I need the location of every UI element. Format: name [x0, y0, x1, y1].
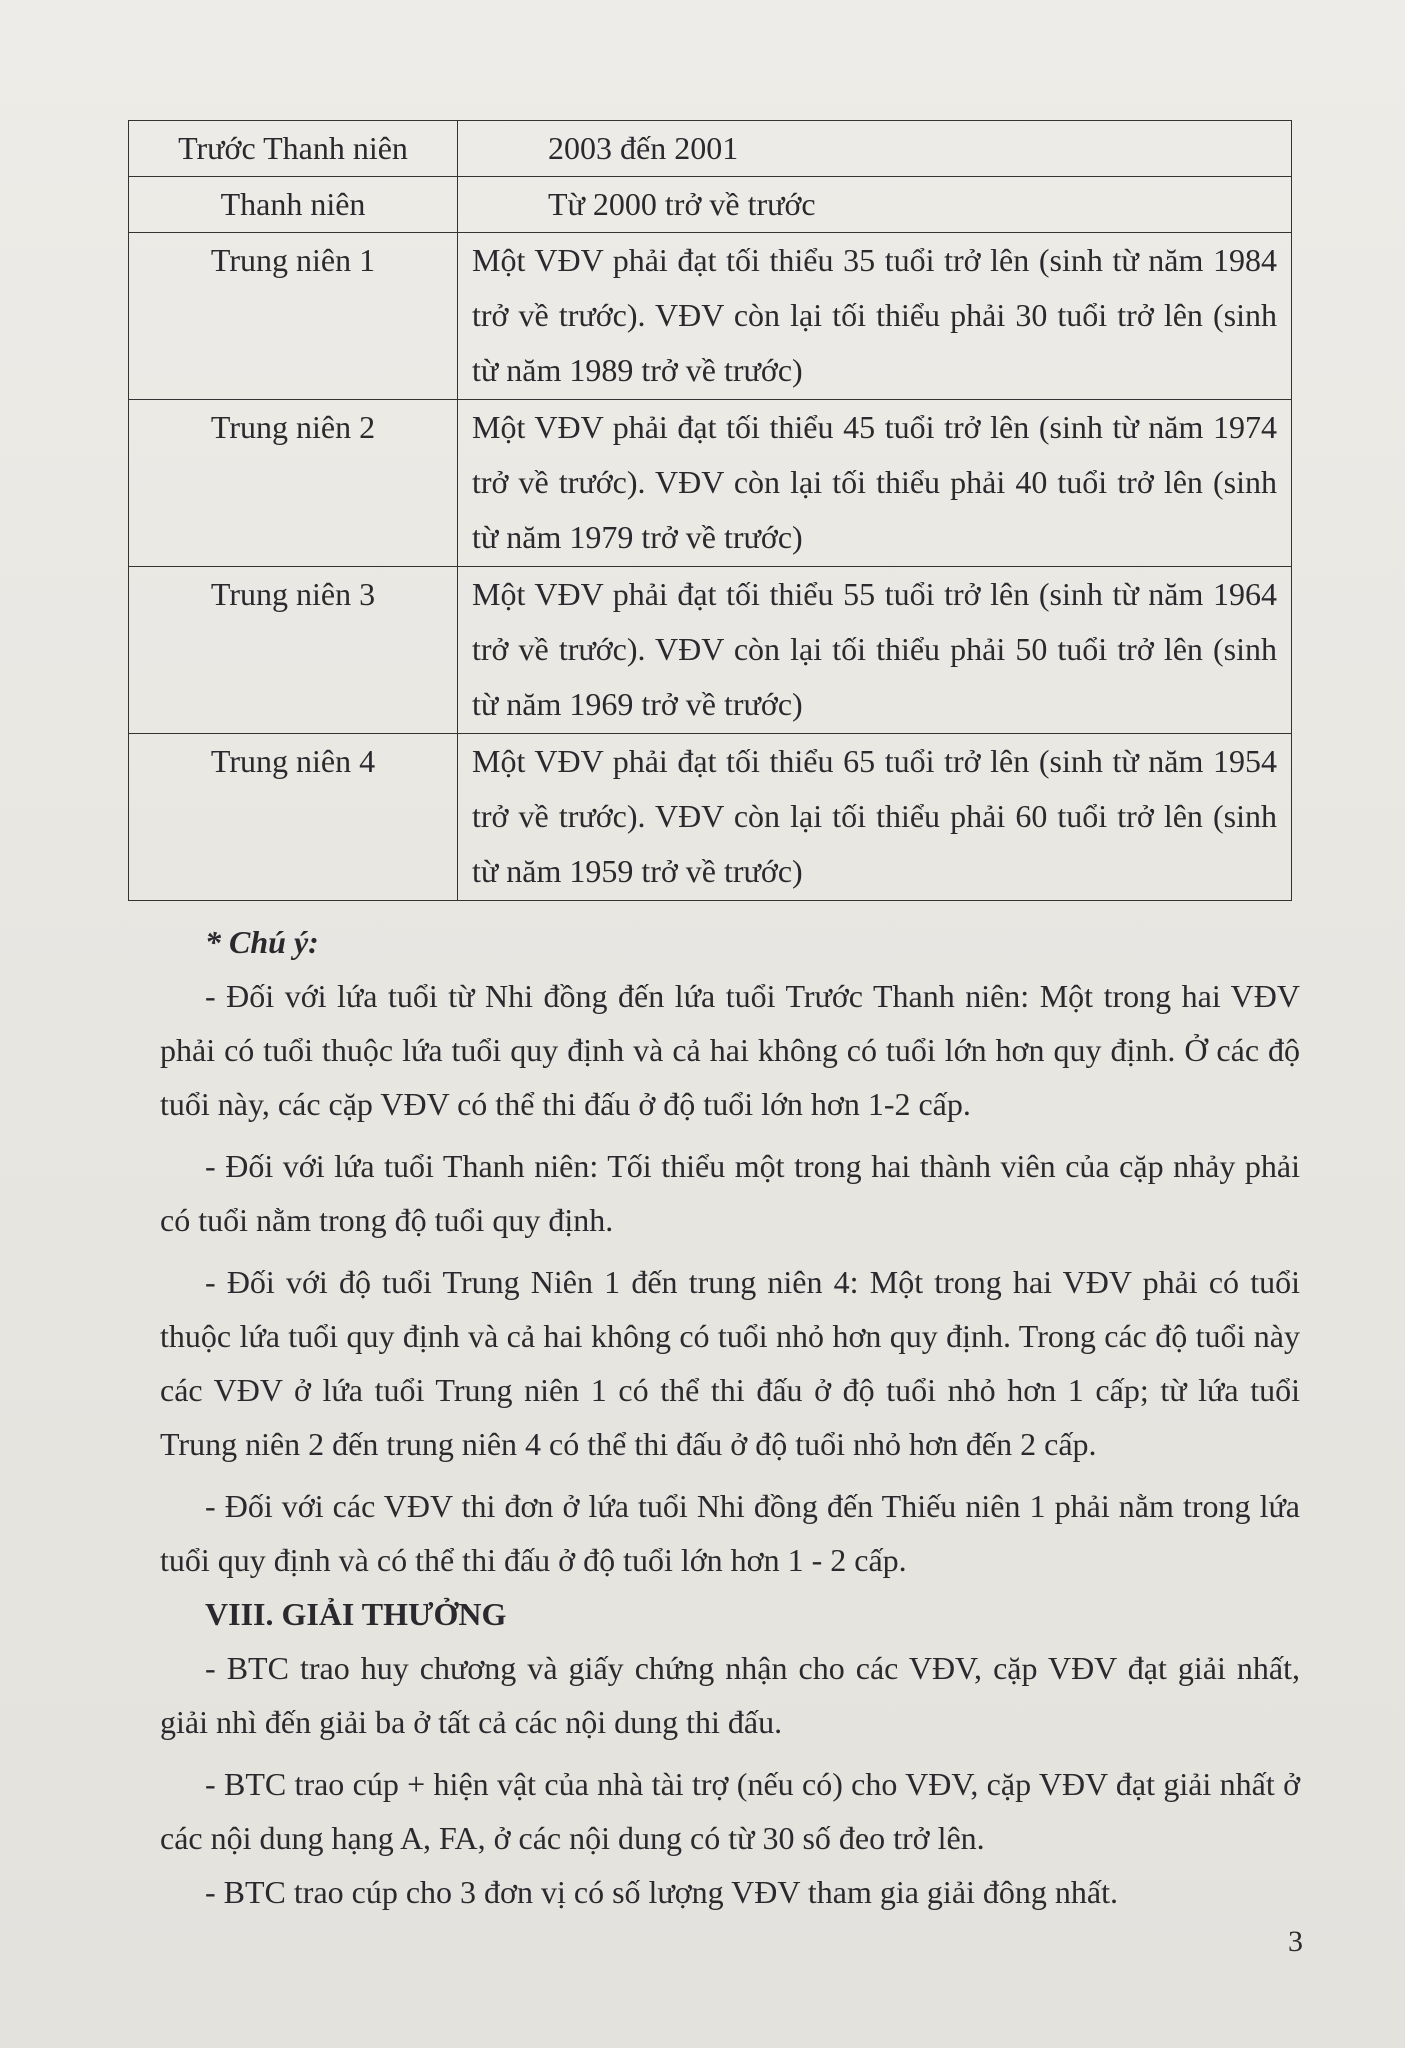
category-cell: Thanh niên	[129, 177, 458, 233]
note-paragraph: - Đối với độ tuổi Trung Niên 1 đến trung niên 4: Một trong hai VĐV phải có tuổi thuộc lứa tuổi quy định và cả hai không có tuổi nhỏ hơn quy định. Trong các độ tuổi này các VĐV ở lứa tuổi Trung niên 1 có thể thi đấu ở độ tuổi nhỏ hơn 1 cấp; từ lứa tuổi Trung niên 2 đến trung niên 4 có thể thi đấu ở độ tuổi nhỏ hơn đến 2 cấp.	[160, 1264, 1300, 1462]
award-paragraph: - BTC trao huy chương và giấy chứng nhận cho các VĐV, cặp VĐV đạt giải nhất, giải nhì đến giải ba ở tất cả các nội dung thi đấu.	[160, 1650, 1300, 1740]
table-row	[129, 400, 1292, 567]
note-paragraph: - Đối với lứa tuổi Thanh niên: Tối thiểu một trong hai thành viên của cặp nhảy phải có tuổi nằm trong độ tuổi quy định.	[160, 1148, 1300, 1238]
notes-heading: * Chú ý:	[205, 924, 319, 960]
notes-section	[160, 915, 1300, 1919]
age-category-table	[128, 120, 1292, 901]
category-cell: Trung niên 3	[129, 567, 458, 734]
awards-section-title: VIII. GIẢI THƯỞNG	[205, 1596, 507, 1632]
table-row	[129, 567, 1292, 734]
category-cell: Trung niên 1	[129, 233, 458, 400]
table-row	[129, 734, 1292, 901]
note-paragraph: - Đối với lứa tuổi từ Nhi đồng đến lứa tuổi Trước Thanh niên: Một trong hai VĐV phải có tuổi thuộc lứa tuổi quy định và cả hai không có tuổi lớn hơn quy định. Ở các độ tuổi này, các cặp VĐV có thể thi đấu ở độ tuổi lớn hơn 1-2 cấp.	[160, 978, 1300, 1122]
description-cell: Từ 2000 trở về trước	[458, 177, 1292, 233]
description-cell: Một VĐV phải đạt tối thiểu 65 tuổi trở lên (sinh từ năm 1954 trở về trước). VĐV còn lại tối thiểu phải 60 tuổi trở lên (sinh từ năm 1959 trở về trước)	[458, 734, 1292, 901]
note-paragraph: - Đối với các VĐV thi đơn ở lứa tuổi Nhi đồng đến Thiếu niên 1 phải nằm trong lứa tuổi quy định và có thể thi đấu ở độ tuổi lớn hơn 1 - 2 cấp.	[160, 1488, 1300, 1578]
category-cell: Trung niên 2	[129, 400, 458, 567]
description-cell: 2003 đến 2001	[458, 121, 1292, 177]
table-row	[129, 177, 1292, 233]
description-cell: Một VĐV phải đạt tối thiểu 35 tuổi trở lên (sinh từ năm 1984 trở về trước). VĐV còn lại tối thiểu phải 30 tuổi trở lên (sinh từ năm 1989 trở về trước)	[458, 233, 1292, 400]
award-paragraph: - BTC trao cúp cho 3 đơn vị có số lượng VĐV tham gia giải đông nhất.	[205, 1874, 1118, 1910]
description-cell: Một VĐV phải đạt tối thiểu 45 tuổi trở lên (sinh từ năm 1974 trở về trước). VĐV còn lại tối thiểu phải 40 tuổi trở lên (sinh từ năm 1979 trở về trước)	[458, 400, 1292, 567]
category-cell: Trung niên 4	[129, 734, 458, 901]
table-row	[129, 121, 1292, 177]
award-paragraph: - BTC trao cúp + hiện vật của nhà tài trợ (nếu có) cho VĐV, cặp VĐV đạt giải nhất ở các nội dung hạng A, FA, ở các nội dung có từ 30 số đeo trở lên.	[160, 1766, 1300, 1856]
page-number: 3	[1288, 1925, 1303, 1958]
description-cell: Một VĐV phải đạt tối thiểu 55 tuổi trở lên (sinh từ năm 1964 trở về trước). VĐV còn lại tối thiểu phải 50 tuổi trở lên (sinh từ năm 1969 trở về trước)	[458, 567, 1292, 734]
table-row	[129, 233, 1292, 400]
category-cell: Trước Thanh niên	[129, 121, 458, 177]
